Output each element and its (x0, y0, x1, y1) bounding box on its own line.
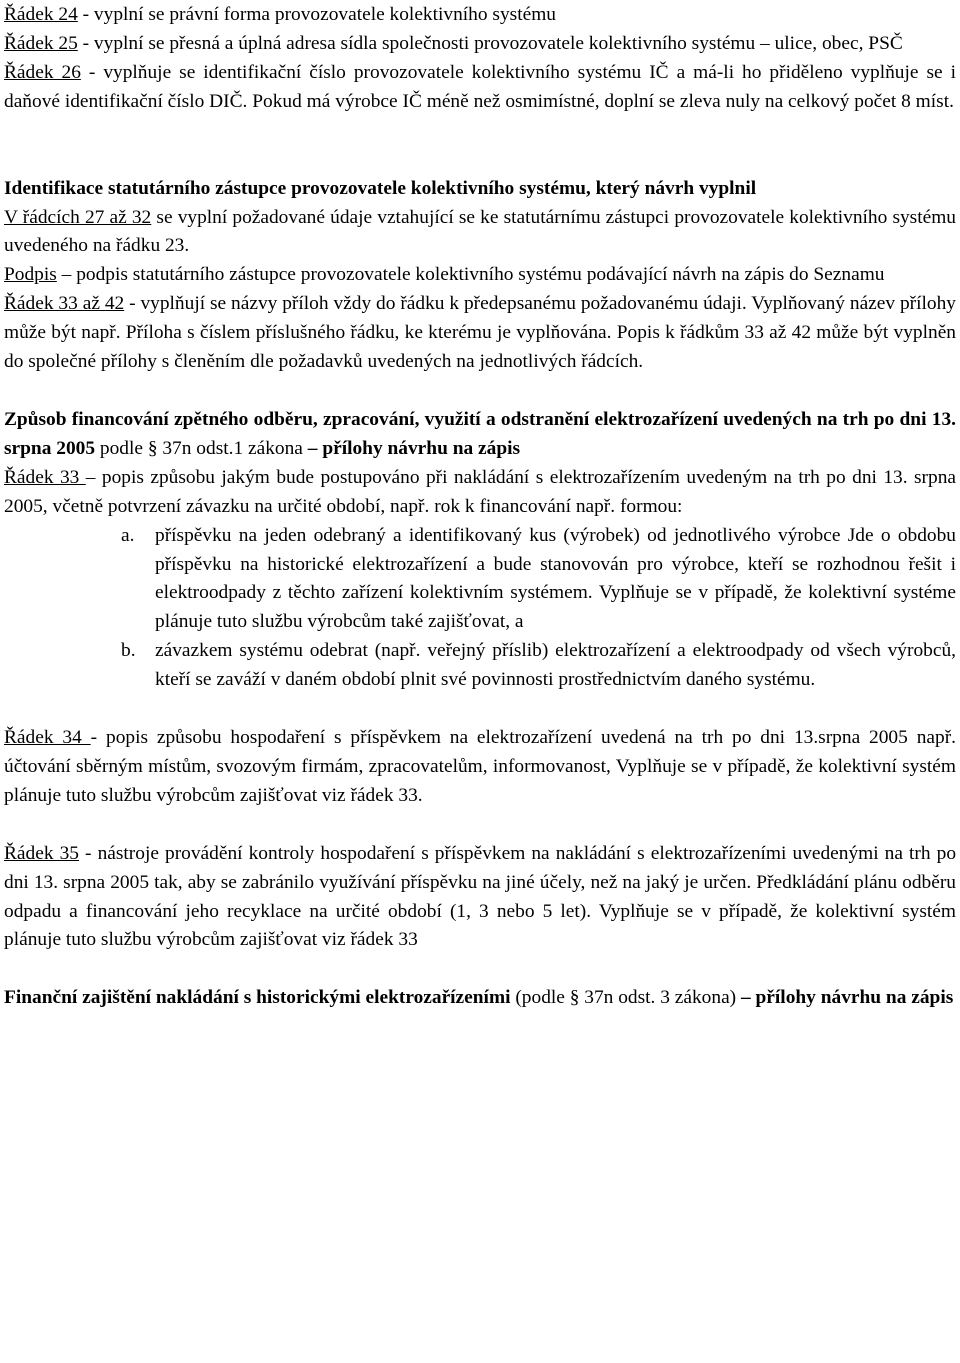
historical-heading (4, 984, 956, 1013)
paragraph-signature (4, 261, 956, 290)
paragraph-row-24 (4, 1, 956, 30)
spacer (4, 811, 956, 840)
rows-27-32-text: se vyplní požadované údaje vztahující se ke statutárnímu zástupci provozovatele kolektivního systému uvedeného na řádku 23. (4, 206, 957, 257)
row-25-text: - vyplní se přesná a úplná adresa sídla společnosti provozovatele kolektivního systému – ulice, obec, PSČ (77, 32, 903, 54)
historical-heading-law: (podle § 37n odst. 3 zákona) (510, 987, 741, 1009)
row-34-text: - popis způsobu hospodaření s příspěvkem na elektrozařízení uvedená na trh po dni 13.srpna 2005 např. účtování sběrným místům, svozovým firmám, zpracovatelům, informovanost, Vyplňuje se v případě, že kolektivní systém plánuje tuto službu výrobcům zajišťovat viz řádek 33. (4, 727, 956, 806)
row-33-label: Řádek 33 (4, 466, 86, 488)
list-item (4, 522, 956, 638)
spacer (4, 377, 956, 406)
paragraph-row-35 (4, 840, 956, 956)
financing-heading (4, 406, 956, 464)
row-25-label: Řádek 25 (4, 32, 78, 54)
signature-text: – podpis statutárního zástupce provozovatele kolektivního systému podávající návrh na zápis do Seznamu (56, 264, 885, 286)
financing-heading-law: podle § 37n odst.1 zákona (95, 437, 308, 459)
row-24-text: - vyplní se právní forma provozovatele kolektivního systému (77, 4, 556, 25)
rows-33-42-text: - vyplňují se názvy příloh vždy do řádku k předepsanému požadovanému údaji. Vyplňovaný název přílohy může být např. Příloha s číslem příslušného řádku, ke kterému je vyplňována. Popis k řádkům 33 až 42 může být vyplněn do společné přílohy s členěním dle požadavků uvedených na jednotlivých řádcích. (4, 293, 956, 373)
historical-heading-bold: Finanční zajištění nakládání s historickými elektrozařízeními (4, 987, 511, 1009)
rows-27-32-label: V řádcích 27 až 32 (4, 206, 152, 228)
row-26-label: Řádek 26 (4, 61, 81, 83)
row-35-text: - nástroje provádění kontroly hospodaření s příspěvkem na nakládání s elektrozařízeními uvedenými na trh po dni 13. srpna 2005 tak, aby se zabránilo využívání příspěvku na jiné účely, než na jaký je určen. Předkládání plánu odběru odpadu a financování jeho recyklace na určité období (1, 3 nebo 5 let). Vyplňuje se v případě, že kolektivní systém plánuje tuto službu výrobcům zajišťovat viz řádek 33 (4, 842, 957, 951)
financing-heading-attachments: – přílohy návrhu na zápis (307, 437, 521, 459)
list-letter: a. (121, 524, 135, 546)
row-35-label: Řádek 35 (4, 842, 79, 864)
paragraph-rows-27-32 (4, 204, 956, 262)
paragraph-row-26 (4, 59, 956, 117)
financing-heading-bold: Způsob financování zpětného odběru, zpracování, využití a odstranění elektrozařízení uvedených na trh po dni 13. srpna 2005 (4, 408, 956, 459)
spacer (4, 695, 956, 724)
list-letter: b. (121, 640, 136, 662)
row-34-label: Řádek 34 (4, 727, 91, 749)
historical-heading-attachments: – přílohy návrhu na zápis (740, 987, 954, 1009)
rows-33-42-label: Řádek 33 až 42 (4, 293, 125, 315)
list-item (4, 637, 956, 695)
paragraph-rows-33-42 (4, 290, 956, 377)
paragraph-row-34 (4, 724, 956, 811)
list-item-text: příspěvku na jeden odebraný a identifikovaný kus (výrobek) od jednotlivého výrobce Jde o obdobu příspěvku na historické elektrozařízení a bude stanovován pro výrobce, kteří se rozhodnou řešit i elektroodpady z těchto zařízení kolektivním systémem. Vyplňuje se v případě, že kolektivní systéme plánuje tuto službu výrobcům také zajišťovat, a (155, 524, 956, 633)
spacer (4, 117, 956, 175)
row-26-text: - vyplňuje se identifikační číslo provozovatele kolektivního systému IČ a má-li ho přiděleno vyplňuje se i daňové identifikační číslo DIČ. Pokud má výrobce IČ méně než osmimístné, doplní se zleva nuly na celkový počet 8 míst. (4, 61, 956, 112)
row-24-label: Řádek 24 (4, 4, 78, 25)
signature-label: Podpis (4, 264, 57, 286)
statutory-heading: Identifikace statutárního zástupce provozovatele kolektivního systému, který návrh vyplnil (4, 177, 757, 199)
paragraph-row-33 (4, 464, 956, 522)
list-item-text: závazkem systému odebrat (např. veřejný příslib) elektrozařízení a elektroodpady od všech výrobců, kteří se zaváží v daném období plnit své povinnosti prostřednictvím daného systému. (155, 640, 956, 691)
row-33-text: – popis způsobu jakým bude postupováno při nakládání s elektrozařízením uvedeným na trh po dni 13. srpna 2005, včetně potvrzení závazku na určité období, např. rok k financování např. formou: (4, 466, 956, 517)
spacer (4, 955, 956, 984)
document-page (4, 1, 956, 1013)
paragraph-row-25 (4, 30, 956, 59)
